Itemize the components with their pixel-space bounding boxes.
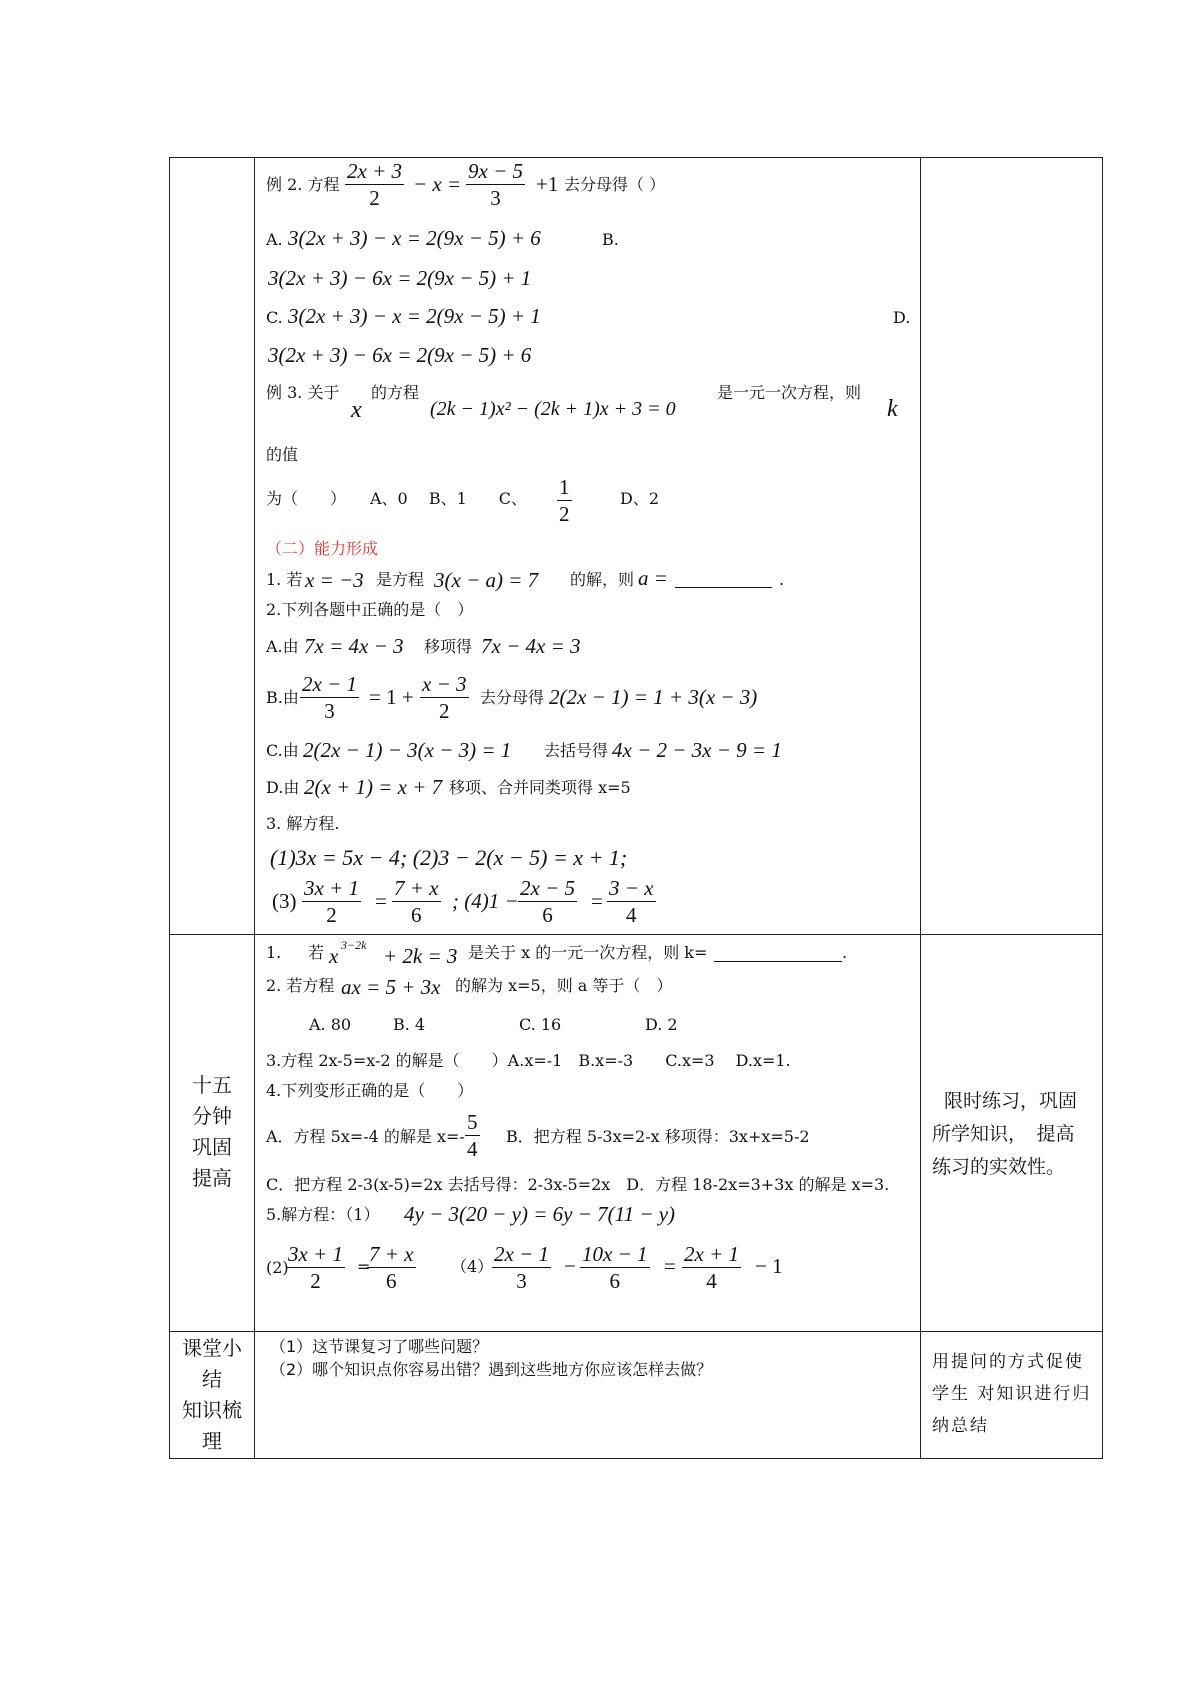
p1-text: 是关于 x 的一元一次方程，则 k= [468, 943, 708, 962]
p2-eq: ax = 5 + 3x [341, 975, 441, 999]
p1-end: . [842, 943, 848, 962]
example3-label: 例 3. 关于 [266, 383, 340, 402]
p2-option-b: B. 4 [393, 1015, 426, 1034]
example3-option-d: D、2 [620, 489, 660, 508]
q2d-eq: 2(x + 1) = x + 7 [304, 775, 443, 799]
summary-question-1: （1）这节课复习了哪些问题？ [270, 1337, 489, 1356]
p2-option-a: A. 80 [309, 1015, 352, 1034]
q1-eq2: 3(x − a) = 7 [434, 568, 539, 592]
p5-eq2: = [357, 1257, 371, 1276]
p1-num: 1. [266, 943, 282, 962]
q2a-eq1: 7x = 4x − 3 [304, 634, 404, 658]
option-a-label: A. [266, 230, 283, 249]
row-divider-1 [169, 934, 1103, 935]
example2-question: 去分母得（ ） [564, 175, 666, 194]
example3-text: 的方程 [371, 383, 420, 402]
q1-eq1: x = −3 [305, 568, 364, 592]
q2b-eq: 2(2x − 1) = 1 + 3(x − 3) [549, 685, 758, 709]
example2-tail: +1 [536, 172, 559, 196]
q2a-eq2: 7x − 4x = 3 [481, 634, 581, 658]
q3-p3: (3) [272, 889, 297, 913]
p5-4-label: （4） [451, 1257, 494, 1276]
p2-option-c: C. 16 [519, 1015, 562, 1034]
q2c-eq1: 2(2x − 1) − 3(x − 3) = 1 [303, 738, 512, 762]
q2d-label: D.由 [266, 778, 300, 797]
example2-fraction-1: $\frac{2x + 3}{2}$ [347, 159, 402, 210]
q3-fraction-2: $\frac{7 + x}{6}$ [394, 876, 439, 927]
p2-text: 的解为 x=5，则 a 等于（ ） [455, 976, 673, 995]
p2-label: 2. 若方程 [266, 976, 335, 995]
q3-eq2: = [591, 889, 603, 913]
p5-fraction-4: $\frac{10x - 1}{6}$ [582, 1242, 648, 1293]
section-title: （二）能力形成 [266, 539, 379, 558]
p1-answer-blank [714, 961, 842, 962]
q2b-label: B.由 [266, 688, 299, 707]
q2a-mid: 移项得 [424, 637, 473, 656]
option-b: 3(2x + 3) − 6x = 2(9x − 5) + 1 [268, 266, 532, 290]
option-d: 3(2x + 3) − 6x = 2(9x − 5) + 6 [268, 343, 532, 367]
q2-label: 2.下列各题中正确的是（ ） [266, 600, 474, 619]
q3-p4: ; (4)1 − [452, 889, 519, 913]
q2c-mid: 去括号得 [544, 741, 609, 760]
q3-label: 3. 解方程. [266, 814, 340, 833]
p5-tail: − 1 [755, 1254, 783, 1278]
q1-label: 1. 若 [266, 570, 303, 589]
p5-fraction-1: $\frac{3x + 1}{2}$ [288, 1242, 343, 1293]
q3-line1: (1)3x = 5x − 4; (2)3 − 2(x − 5) = x + 1; [270, 845, 628, 870]
option-c-label: C. [266, 308, 283, 327]
row2-side-label: 十五 分钟 巩固 提高 [192, 1073, 232, 1190]
q2b-fraction-2: $\frac{x - 3}{2}$ [422, 672, 467, 723]
p2-option-d: D. 2 [645, 1015, 678, 1034]
q2d-tail: 移项、合并同类项得 x=5 [449, 778, 631, 797]
p4b-text: B．把方程 5-3x=2-x 移项得：3x+x=5-2 [506, 1127, 810, 1146]
p4cd-text: C．把方程 2-3(x-5)=2x 去括号得：2-3x-5=2x D．方程 18-2x=3+3x 的解是 x=3. [266, 1175, 890, 1194]
p5-eq3: = [664, 1254, 676, 1278]
q3-fraction-3: $\frac{2x - 5}{6}$ [520, 876, 575, 927]
q2b-mid2: 去分母得 [480, 688, 545, 707]
p5-fraction-5: $\frac{2x + 1}{4}$ [684, 1242, 739, 1293]
example2-mid: − x = [413, 172, 462, 196]
p5-2-label: (2) [266, 1258, 289, 1277]
p3-text: 3.方程 2x-5=x-2 的解是（ ）A.x=-1 B.x=-3 C.x=3 D.x=1. [266, 1051, 791, 1070]
example3-var: x [351, 397, 362, 423]
q2c-label: C.由 [266, 741, 299, 760]
q1-end: . [779, 570, 785, 589]
p5-fraction-2: $\frac{7 + x}{6}$ [369, 1242, 414, 1293]
example3-value: 的值 [266, 445, 299, 464]
option-c: 3(2x + 3) − x = 2(9x − 5) + 1 [288, 304, 541, 328]
row2-note: 限时练习，巩固 所学知识， 提高 练习的实效性。 [932, 1090, 1078, 1178]
p5-fraction-3: $\frac{2x - 1}{3}$ [494, 1242, 549, 1293]
p4-text: 4.下列变形正确的是（ ） [266, 1081, 474, 1100]
q2a-label: A.由 [266, 637, 299, 656]
option-d-label: D. [893, 308, 911, 327]
example3-half: $\frac{1}{2}$ [559, 475, 570, 526]
p4a-text: A．方程 5x=-4 的解是 x=- [266, 1127, 465, 1146]
example3-options: 为（ ） A、0 B、1 C、 [266, 489, 528, 508]
p1-sup: 3−2k [341, 938, 367, 952]
p5-eq: 4y − 3(20 − y) = 6y − 7(11 − y) [404, 1202, 676, 1226]
summary-question-2: （2）哪个知识点你容易出错？遇到这些地方你应该怎样去做？ [270, 1360, 713, 1379]
q2b-fraction-1: $\frac{2x - 1}{3}$ [302, 672, 357, 723]
q1-mid: 是方程 [376, 570, 425, 589]
p1-eq: x [329, 944, 339, 968]
row3-note: 用提问的方式促使 学生 对知识进行归 纳总结 [932, 1352, 1092, 1436]
row3-side-label: 课堂小 结 知识梳 理 [182, 1336, 242, 1453]
example3-equation: (2k − 1)x² − (2k + 1)x + 3 = 0 [430, 398, 676, 420]
example2-fraction-2: $\frac{9x - 5}{3}$ [468, 159, 523, 210]
column-divider-right [920, 157, 921, 1459]
q3-eq: = [375, 889, 387, 913]
example3-text2: 是一元一次方程，则 [717, 383, 862, 402]
option-b-label: B. [602, 230, 619, 249]
option-a: 3(2x + 3) − x = 2(9x − 5) + 6 [288, 226, 541, 250]
q1-a: a = [638, 566, 668, 590]
p5-label: 5.解方程：（1） [266, 1205, 380, 1224]
example3-k: k [887, 396, 898, 422]
row-divider-2 [169, 1331, 1103, 1332]
q1-answer-blank [675, 587, 772, 588]
example2-label: 例 2. 方程 [266, 175, 340, 194]
p5-minus: − [564, 1254, 576, 1278]
q3-fraction-1: $\frac{3x + 1}{2}$ [304, 876, 359, 927]
q1-tail: 的解，则 [570, 570, 635, 589]
q2c-eq2: 4x − 2 − 3x − 9 = 1 [612, 738, 782, 762]
q3-fraction-4: $\frac{3 - x}{4}$ [609, 876, 654, 927]
p4a-fraction: $\frac{5}{4}$ [467, 1110, 478, 1161]
column-divider-left [254, 157, 255, 1459]
p1-ruo: 若 [308, 943, 325, 962]
p1-eq2: + 2k = 3 [383, 944, 458, 968]
q2b-mid1: = 1 + [369, 685, 414, 709]
